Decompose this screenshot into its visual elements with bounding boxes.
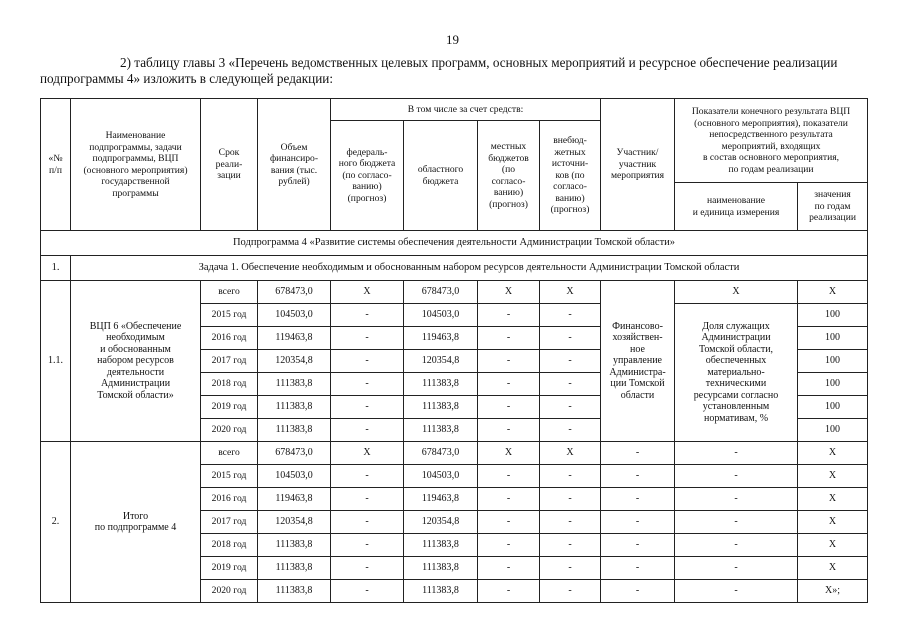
volume-cell: 111383,8 (258, 373, 331, 396)
subprogram-title: Подпрограмма 4 «Развитие системы обеспечения деятельности Администрации Томской области» (41, 231, 868, 256)
extra-cell: - (540, 580, 601, 603)
regional-cell: 111383,8 (404, 580, 478, 603)
term-cell: 2019 год (201, 557, 258, 580)
indicator-cell: - (675, 488, 798, 511)
extra-cell: - (540, 488, 601, 511)
value-cell: 100 (798, 373, 868, 396)
federal-cell: - (331, 396, 404, 419)
extra-cell: X (540, 442, 601, 465)
local-cell: - (478, 350, 540, 373)
participant-cell: - (601, 580, 675, 603)
term-cell: 2017 год (201, 350, 258, 373)
indicator-cell: - (675, 557, 798, 580)
regional-cell: 111383,8 (404, 373, 478, 396)
extra-cell: - (540, 511, 601, 534)
header-indicator-name: наименование и единица измерения (675, 183, 798, 231)
indicator-cell: - (675, 442, 798, 465)
header-term: Срок реали- зации (201, 99, 258, 231)
block1-indicator-first: X (675, 281, 798, 304)
local-cell: - (478, 327, 540, 350)
value-cell: X (798, 442, 868, 465)
header-name: Наименование подпрограммы, задачи подпрограммы, ВЦП (основного мероприятия) государственной программы (71, 99, 201, 231)
term-cell: 2020 год (201, 580, 258, 603)
volume-cell: 111383,8 (258, 557, 331, 580)
regional-cell: 111383,8 (404, 557, 478, 580)
local-cell: - (478, 419, 540, 442)
table-row (41, 442, 868, 465)
indicator-cell: - (675, 580, 798, 603)
local-cell: - (478, 465, 540, 488)
value-cell: X»; (798, 580, 868, 603)
block1-name: ВЦП 6 «Обеспечение необходимым и обоснованным набором ресурсов деятельности Администрации Томской области» (71, 281, 201, 442)
local-cell: - (478, 511, 540, 534)
volume-cell: 120354,8 (258, 511, 331, 534)
federal-cell: X (331, 442, 404, 465)
local-cell: - (478, 488, 540, 511)
volume-cell: 111383,8 (258, 396, 331, 419)
volume-cell: 104503,0 (258, 304, 331, 327)
indicator-cell: - (675, 465, 798, 488)
term-cell: 2018 год (201, 534, 258, 557)
header-participant: Участник/ участник мероприятия (601, 99, 675, 231)
header-extra: внебюд- жетных источни- ков (по согласо- ванию) (прогноз) (540, 121, 601, 231)
regional-cell: 678473,0 (404, 281, 478, 304)
table-row (41, 281, 868, 304)
task-row (41, 256, 868, 281)
value-cell: 100 (798, 419, 868, 442)
term-cell: 2017 год (201, 511, 258, 534)
regional-cell: 104503,0 (404, 304, 478, 327)
local-cell: - (478, 373, 540, 396)
federal-cell: X (331, 281, 404, 304)
participant-cell: - (601, 557, 675, 580)
extra-cell: - (540, 304, 601, 327)
federal-cell: - (331, 327, 404, 350)
federal-cell: - (331, 373, 404, 396)
volume-cell: 111383,8 (258, 534, 331, 557)
regional-cell: 119463,8 (404, 327, 478, 350)
block1-indicator-name: Доля служащих Администрации Томской области, обеспеченных материально- техническими ресурсами согласно установленным нормативам, % (675, 304, 798, 442)
federal-cell: - (331, 350, 404, 373)
volume-cell: 104503,0 (258, 465, 331, 488)
header-num: «№ п/п (41, 99, 71, 231)
federal-cell: - (331, 304, 404, 327)
term-cell: 2016 год (201, 327, 258, 350)
federal-cell: - (331, 511, 404, 534)
term-cell: 2019 год (201, 396, 258, 419)
block1-num: 1.1. (41, 281, 71, 442)
header-volume: Объем финансиро- вания (тыс. рублей) (258, 99, 331, 231)
extra-cell: - (540, 465, 601, 488)
regional-cell: 104503,0 (404, 465, 478, 488)
block1-participant: Финансово- хозяйствен- ное управление Администра- ции Томской области (601, 281, 675, 442)
program-table (40, 98, 868, 603)
regional-cell: 119463,8 (404, 488, 478, 511)
term-cell: 2020 год (201, 419, 258, 442)
indicator-cell: - (675, 534, 798, 557)
regional-cell: 111383,8 (404, 419, 478, 442)
local-cell: - (478, 534, 540, 557)
regional-cell: 111383,8 (404, 534, 478, 557)
value-cell: X (798, 281, 868, 304)
local-cell: - (478, 557, 540, 580)
local-cell: - (478, 396, 540, 419)
header-sources-group: В том числе за счет средств: (331, 99, 601, 121)
indicator-cell: - (675, 511, 798, 534)
volume-cell: 678473,0 (258, 442, 331, 465)
federal-cell: - (331, 488, 404, 511)
extra-cell: X (540, 281, 601, 304)
extra-cell: - (540, 373, 601, 396)
term-cell: 2015 год (201, 304, 258, 327)
header-row-1 (41, 99, 868, 121)
participant-cell: - (601, 488, 675, 511)
block2-num: 2. (41, 442, 71, 603)
page-number: 19 (446, 32, 459, 47)
volume-cell: 678473,0 (258, 281, 331, 304)
regional-cell: 120354,8 (404, 350, 478, 373)
regional-cell: 678473,0 (404, 442, 478, 465)
value-cell: X (798, 488, 868, 511)
participant-cell: - (601, 465, 675, 488)
federal-cell: - (331, 419, 404, 442)
federal-cell: - (331, 534, 404, 557)
participant-cell: - (601, 511, 675, 534)
value-cell: X (798, 557, 868, 580)
value-cell: 100 (798, 304, 868, 327)
federal-cell: - (331, 580, 404, 603)
term-cell: всего (201, 442, 258, 465)
extra-cell: - (540, 350, 601, 373)
intro-line-2: подпрограммы 4» изложить в следующей редакции: (40, 71, 334, 86)
task-title: Задача 1. Обеспечение необходимым и обоснованным набором ресурсов деятельности Администрации Томской области (71, 256, 868, 281)
value-cell: X (798, 534, 868, 557)
volume-cell: 120354,8 (258, 350, 331, 373)
value-cell: 100 (798, 350, 868, 373)
value-cell: X (798, 465, 868, 488)
term-cell: всего (201, 281, 258, 304)
local-cell: - (478, 304, 540, 327)
term-cell: 2015 год (201, 465, 258, 488)
header-federal: федераль- ного бюджета (по согласо- ванию) (прогноз) (331, 121, 404, 231)
extra-cell: - (540, 396, 601, 419)
value-cell: X (798, 511, 868, 534)
header-regional: областного бюджета (404, 121, 478, 231)
local-cell: X (478, 442, 540, 465)
term-cell: 2016 год (201, 488, 258, 511)
value-cell: 100 (798, 396, 868, 419)
intro-paragraph (40, 55, 862, 87)
volume-cell: 111383,8 (258, 419, 331, 442)
value-cell: 100 (798, 327, 868, 350)
extra-cell: - (540, 327, 601, 350)
extra-cell: - (540, 534, 601, 557)
volume-cell: 119463,8 (258, 488, 331, 511)
header-indicators-group: Показатели конечного результата ВЦП (основного мероприятия), показатели непосредственного результата мероприятий, входящих в состав основного мероприятия, по годам реализации (675, 99, 868, 183)
participant-cell: - (601, 442, 675, 465)
extra-cell: - (540, 557, 601, 580)
local-cell: - (478, 580, 540, 603)
federal-cell: - (331, 557, 404, 580)
block2-name: Итого по подпрограмме 4 (71, 442, 201, 603)
volume-cell: 111383,8 (258, 580, 331, 603)
regional-cell: 111383,8 (404, 396, 478, 419)
intro-line-1: 2) таблицу главы 3 «Перечень ведомственных целевых программ, основных мероприятий и ресурсное обеспечение реализации (120, 55, 838, 70)
volume-cell: 119463,8 (258, 327, 331, 350)
header-local: местных бюджетов (по согласо- ванию) (прогноз) (478, 121, 540, 231)
header-indicator-values: значения по годам реализации (798, 183, 868, 231)
subprogram-row (41, 231, 868, 256)
participant-cell: - (601, 534, 675, 557)
extra-cell: - (540, 419, 601, 442)
term-cell: 2018 год (201, 373, 258, 396)
regional-cell: 120354,8 (404, 511, 478, 534)
federal-cell: - (331, 465, 404, 488)
task-num: 1. (41, 256, 71, 281)
local-cell: X (478, 281, 540, 304)
